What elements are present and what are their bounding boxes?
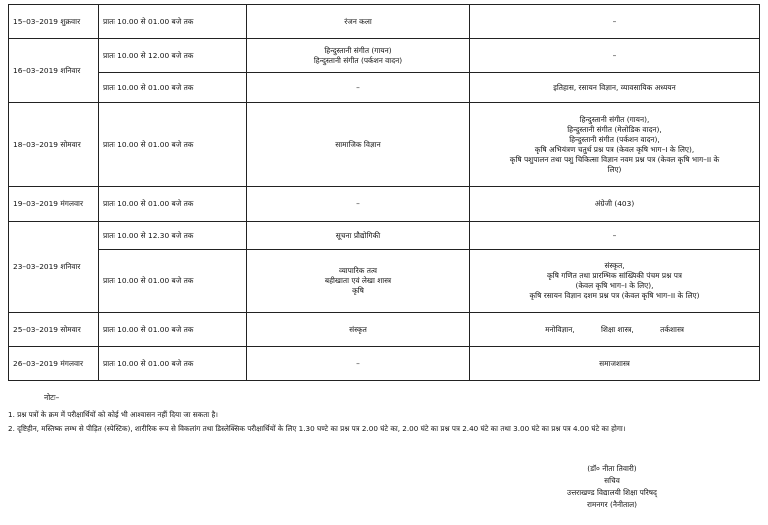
signatory-place: रामनगर (नैनीताल) <box>586 500 637 509</box>
subject-line: कृषि पशुपालन तथा पशु चिकित्सा विज्ञान नवम प्रश्न पत्र (केवल कृषि भाग–II के <box>509 154 720 164</box>
subject-line: तर्कशास्त्र <box>660 324 684 334</box>
subject-line: शिक्षा शास्त्र, <box>601 324 634 334</box>
note-item: 2. दृष्टिहीन, मस्तिष्क लम्भ से पीड़ित (स्पेस्टिक), शारीरिक रूप से विकलांग तथा डिस्लेक्सिक परीक्षार्थियों के लिए 1.30 घण्टे का प्रश्न पत्र 2.00 घंटे का, 2.00 घंटे का प्रश्न पत्र 2.40 घंटे का तथा 3.00 घंटे का प्रश्न पत्र 4.00 घंटे का होगा। <box>8 424 626 433</box>
subject-line: अंग्रेजी (403) <box>594 199 635 208</box>
subject-cell <box>470 313 760 347</box>
exam-date: 18–03–2019 सोमवार <box>9 103 99 187</box>
table-row <box>9 187 760 222</box>
subject-cell <box>247 347 470 381</box>
exam-date: 23–03–2019 शनिवार <box>9 222 99 313</box>
subject-cell <box>247 250 470 313</box>
subject-line: – <box>612 230 617 240</box>
signature-block <box>512 463 712 511</box>
subject-line: लिए) <box>607 164 622 174</box>
table-row <box>9 347 760 381</box>
subject-line: व्यापारिक तत्व <box>338 266 378 275</box>
exam-date: 26–03–2019 मंगलवार <box>9 347 99 381</box>
subject-cell <box>247 222 470 250</box>
subject-line: इतिहास, रसायन विज्ञान, व्यावसायिक अध्ययन <box>553 82 676 92</box>
exam-time: प्रातः 10.00 से 12.00 बजे तक <box>99 39 247 73</box>
subject-cell <box>247 73 470 103</box>
subject-cell <box>470 222 760 250</box>
signatory-designation: सचिव <box>604 476 620 485</box>
subject-line: संस्कृत <box>349 324 367 334</box>
subject-line: – <box>356 199 360 208</box>
table-row <box>9 5 760 39</box>
exam-date: 19–03–2019 मंगलवार <box>9 187 99 222</box>
exam-time: प्रातः 10.00 से 12.30 बजे तक <box>99 222 247 250</box>
subject-line: – <box>612 16 617 26</box>
subject-cell <box>470 103 760 187</box>
subject-line: – <box>356 82 360 92</box>
exam-time: प्रातः 10.00 से 01.00 बजे तक <box>99 73 247 103</box>
table-row <box>9 222 760 250</box>
subject-cell <box>470 73 760 103</box>
subject-line: हिन्दुस्तानी संगीत (गायन) <box>324 45 392 55</box>
notes-section <box>8 409 758 437</box>
subject-line: बहीखाता एवं लेखा शास्त्र <box>324 276 392 285</box>
subject-line: सामाजिक विज्ञान <box>335 139 381 149</box>
subject-line: कृषि गणित तथा प्रारम्भिक सांख्यिकी पंचम प्रश्न पत्र <box>547 271 682 280</box>
subject-cell <box>247 313 470 347</box>
subject-cell <box>470 347 760 381</box>
subject-line: समाजशास्त्र <box>599 358 630 368</box>
exam-time: प्रातः 10.00 से 01.00 बजे तक <box>99 313 247 347</box>
table-row <box>9 103 760 187</box>
subject-cell <box>470 5 760 39</box>
subject-line: – <box>356 358 360 368</box>
exam-time: प्रातः 10.00 से 01.00 बजे तक <box>99 103 247 187</box>
subject-cell <box>470 39 760 73</box>
table-row <box>9 39 760 73</box>
subject-cell <box>470 187 760 222</box>
subject-line: हिन्दुस्तानी संगीत (पर्कशन वादन) <box>313 55 403 65</box>
subject-cell <box>247 187 470 222</box>
subject-line: सूचना प्रौद्योगिकी <box>335 230 381 240</box>
subject-cell <box>470 250 760 313</box>
table-row <box>9 313 760 347</box>
subject-line: कृषि रसायन विज्ञान दशम प्रश्न पत्र (केवल कृषि भाग–II के लिए) <box>529 291 700 300</box>
exam-date: 16–03–2019 शनिवार <box>9 39 99 103</box>
note-heading: नोटः– <box>44 393 60 402</box>
subject-cell <box>247 39 470 73</box>
signatory-name: (डॉ० नीता तिवारी) <box>587 464 637 473</box>
subject-cell <box>247 5 470 39</box>
subject-line: – <box>612 50 617 60</box>
exam-time: प्रातः 10.00 से 01.00 बजे तक <box>99 250 247 313</box>
subject-line: (केवल कृषि भाग–I के लिए), <box>575 281 654 290</box>
subject-line: रंजन कला <box>344 16 372 26</box>
subject-line: कृषि अभियंत्रण चतुर्थ प्रश्न पत्र (केवल कृषि भाग–I के लिए), <box>534 144 695 154</box>
subject-line: हिन्दुस्तानी संगीत (गायन), <box>579 114 650 124</box>
subject-line: संस्कृत, <box>604 261 625 270</box>
exam-time: प्रातः 10.00 से 01.00 बजे तक <box>99 347 247 381</box>
table-row <box>9 73 760 103</box>
exam-date: 25–03–2019 सोमवार <box>9 313 99 347</box>
signatory-organization: उत्तराखण्ड विद्यालयी शिक्षा परिषद् <box>567 488 657 497</box>
table-row <box>9 250 760 313</box>
subject-line: हिन्दुस्तानी संगीत (पर्कशन वादन), <box>569 134 660 144</box>
exam-time: प्रातः 10.00 से 01.00 बजे तक <box>99 5 247 39</box>
note-item: 1. प्रश्न पत्रों के क्रम में परीक्षार्थियों को कोई भी आश्वासन नहीं दिया जा सकता है। <box>8 410 218 419</box>
exam-schedule-table <box>8 4 760 381</box>
subject-line: मनोविज्ञान, <box>545 324 575 334</box>
exam-time: प्रातः 10.00 से 01.00 बजे तक <box>99 187 247 222</box>
subject-cell <box>247 103 470 187</box>
subject-line: हिन्दुस्तानी संगीत (मेलोडिक वादन), <box>567 124 662 134</box>
exam-date: 15–03–2019 शुक्रवार <box>9 5 99 39</box>
subject-line: कृषि <box>352 286 364 295</box>
